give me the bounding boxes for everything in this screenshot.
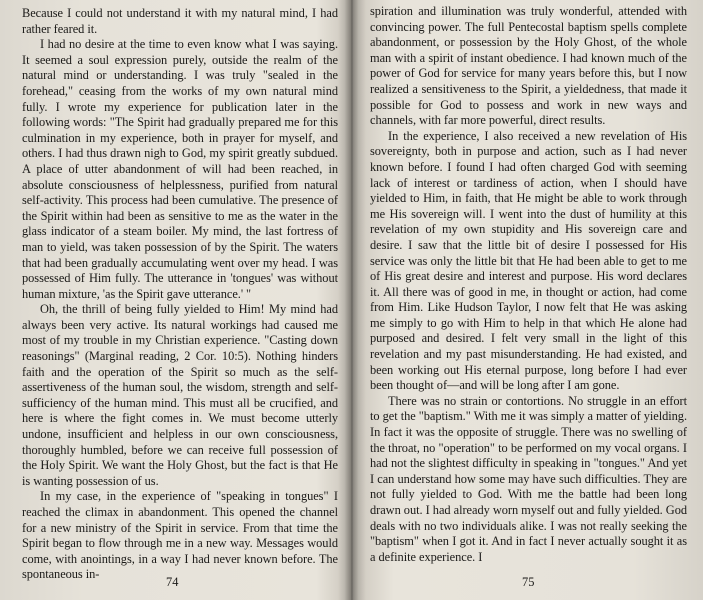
paragraph: In the experience, I also received a new revelation of His sovereignty, both in purpose and action, such as I had never known before. I found I had often charged God with seeming lack of interest or tardiness of action, when I should have yielded to Him, in faith, that He might be able to work through me His sovereign will. I went into the dust of humility at this revelation of my own stupidity and His sovereign care and desire. I saw that the little bit of desire I possessed for His service was only the little bit that He had been able to get to me of His great desire and interest and purpose. His word declares it. All there was of good in me, in thought or action, had come from Him. Like Hudson Taylor, I now felt that He was asking me simply to go with Him to help in that which He alone had purposed and desired. I felt very small in the light of this revelation and my past misunderstanding. He had existed, and been working out His eternal purpose, long before I had ever been thought of—and will be long after I am gone. [370,128,687,393]
paragraph: In my case, in the experience of "speaking in tongues" I reached the climax in abandonment. This opened the channel for a new ministry of the Spirit in service. From that time the Spirit began to flow through me in a new way. Messages would come, with anointings, in a way I had never known before. The spontaneous in- [22,489,338,582]
page-number: 74 [166,575,179,589]
right-page [352,0,703,600]
paragraph: Oh, the thrill of being fully yielded to Him! My mind had always been very active. Its natural workings had caused me most of my trouble in my Christian experience. "Casting down reasonings" (Marginal reading, 2 Cor. 10:5). Nothing hinders faith and the operation of the Spirit so much as the self-assertiveness of the human soul, the wisdom, strength and self-sufficiency of the human mind. This must all be crucified, and here is where the fight comes in. We must become utterly undone, insufficient and helpless in our own consciousness, thoroughly humbled, before we can receive full possession of the Holy Spirit. We want the Holy Ghost, but the fact is that He is wanting possession of us. [22,302,338,488]
paragraph: There was no strain or contortions. No struggle in an effort to get the "baptism." With me it was simply a matter of yielding. In fact it was the opposite of struggle. There was no swelling of the throat, no "operation" to be performed on my vocal organs. I had not the slightest difficulty in speaking in "tongues." And yet I can understand how some may have such difficulties. They are not fully yielded to God. With me the battle had been long drawn out. I had already worn myself out and fully yielded. God deals with no two individuals alike. I was not really seeking the "baptism" when I got it. And in fact I never actually sought it as a definite experience. I [370,393,687,564]
left-page-text [22,6,338,583]
paragraph: I had no desire at the time to even know what I was saying. It seemed a soul expression purely, outside the realm of the natural mind or understanding. I was truly "sealed in the forehead," ceasing from the works of my own natural mind fully. I wrote my experience for publication later in the following words: "The Spirit had gradually prepared me for this culmination in my experience, both in prayer for myself, and others. I had thus drawn nigh to God, my spirit greatly subdued. A place of utter abandonment of will had been reached, in absolute consciousness of helplessness, purified from natural self-activity. This process had been cumulative. The presence of the Spirit within had been as sensitive to me as the water in the glass indicator of a steam boiler. My mind, the last fortress of man to yield, was taken possession of by the Spirit. The waters that had been gradually accumulating went over my head. I was possessed of Him fully. The utterance in 'tongues' was without human mixture, 'as the Spirit gave utterance.' " [22,37,338,301]
left-page [0,0,350,600]
paragraph: Because I could not understand it with my natural mind, I had rather feared it. [22,6,338,36]
right-page-text [370,4,687,565]
paragraph: spiration and illumination was truly wonderful, attended with convincing power. The full Pentecostal baptism spells complete abandonment, or possession by the Holy Ghost, of the whole man with a spirit of instant obedience. I had known much of the power of God for service for many years before this, but I now realized a sensitiveness to the Spirit, a yieldedness, that made it possible for God to possess and work in new ways and channels, with far more powerful, direct results. [370,4,687,128]
page-number: 75 [522,575,535,589]
